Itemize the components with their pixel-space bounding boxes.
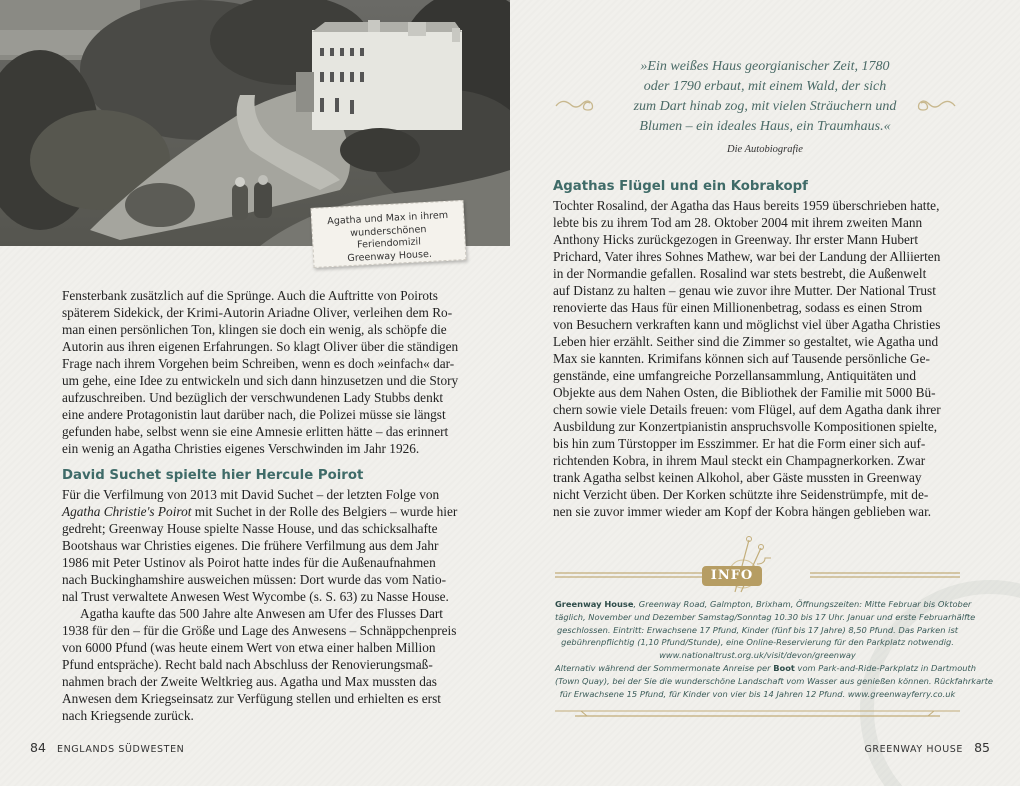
text-line: 1986 mit Peter Ustinov als Poirot hatte indes für die Außenaufnahmen [62,555,436,570]
text-line: nen sie zuvor immer wieder am Kopf der Kobra hängen geblieben war. [553,504,932,519]
text-line: von 6000 Pfund (was heute einem Wert von etwa einer halben Million [62,640,436,655]
paragraph [62,486,482,605]
text-line: in der Normandie gefallen. Rosalind war stets bestrebt, die Außenwelt [553,266,927,281]
running-head: GREENWAY HOUSE [864,744,963,755]
text-fragment: mit Suchet in der Rolle des Belgiers – wurde hier [191,504,458,519]
quote-source: Die Autobiografie [727,144,803,155]
text-line: eine andere Protagonistin laut darüber nach, die Polizei müsse sie längst [62,407,446,422]
text-line: chern sowie viele Details freuen: vom Flügel, auf dem Agatha dank ihrer [553,402,941,417]
text-line: renovierte das Haus für einen Millionenbetrag, sodass es einen Strom [553,300,923,315]
show-title: Agatha Christie's Poirot [62,504,192,519]
national-trust-link[interactable]: www.nationaltrust.org.uk/visit/devon/greenway [659,650,856,661]
text-line [62,503,482,520]
left-text-column [62,287,482,724]
section-heading: David Suchet spielte hier Hercule Poirot [62,468,364,483]
text-line: gedreht; Greenway House spielte Nasse House, und das schicksalhafte [62,521,438,536]
info-badge: INFO [702,566,762,586]
text-line: nicht Verzicht üben. Der Korken schützte ihre Seidenstrümpfe, mit de- [553,487,929,502]
text-line: nal Trust verwaltete Anwesen West Wycombe (s. S. 63) zu Nasse House. [62,589,449,604]
text-line: Pfund entspräche). Recht bald nach Abschluss der Renovierungsmaß- [62,657,433,672]
text-line: 1938 für den – für die Größe und Lage des Anwesens – Schnäppchenpreis [62,623,457,638]
text-line: von Besuchern verkraften kann und möglichst viel über Agatha Christies [553,317,941,332]
text-line: Prichard, Vater ihres Sohnes Mathew, war bei der Landung der Alliierten [553,249,941,264]
text-line: Frage nach ihrem Vorgehen beim Schreiben, wenn es doch »einfach« dar- [62,356,455,371]
quote-line: »Ein weißes Haus georgianischer Zeit, 1780 [640,59,890,74]
text-line: Anthony Hicks zurückgezogen in Greenway. Ihr erster Mann Hubert [553,232,919,247]
paragraph [62,605,482,724]
autobiography-quote [590,57,940,137]
page-number: 84 [30,740,46,755]
info-fragment: , Greenway Road, Galmpton, Brixham, Öffnungszeiten: Mitte Februar bis Oktober [633,599,972,609]
text-line: späterem Sidekick, der Krimi-Autorin Ariadne Oliver, verleihen dem Ro- [62,305,453,320]
text-line: Autorin aus ihren eigenen Erfahrungen. So klagt Oliver über die ständigen [62,339,459,354]
text-line: genstände, eine umfangreiche Porzellansammlung, Antiquitäten und [553,368,916,383]
info-line: (Town Quay), bei der Sie die wunderschöne Landschaft vom Wasser aus genießen können. Rückfahrkarte [555,675,993,686]
quote-line: Blumen – ein ideales Haus, ein Traumhaus.« [639,119,891,134]
section-heading: Agathas Flügel und ein Kobrakopf [553,179,808,194]
page-number: 85 [974,740,990,755]
info-line: gebührenpflichtig (1,10 Pfund/Stunde), eine Online-Reservierung für den Parkplatz notwendig. [561,637,954,648]
text-line: gefunden habe, selbst wenn sie eine Amnesie erlitten hätte – das erinnert [62,424,449,439]
right-page [510,0,1020,786]
info-line: geschlossen. Eintritt: Erwachsene 17 Pfund, Kinder (fünf bis 17 Jahre) 8,50 Pfund. Das Parken ist [556,624,959,635]
place-name: Greenway House [555,599,634,609]
text-line: Fensterbank zusätzlich auf die Sprünge. Auch die Auftritte von Poirots [62,288,438,303]
text-line: trank Agatha selbst keinen Alkohol, aber Gäste mussten in Greenway [553,470,922,485]
running-head: ENGLANDS SÜDWESTEN [57,744,185,755]
text-line: lebte bis zu ihrem Tod am 28. Oktober 2004 mit ihrem zweiten Mann [553,215,923,230]
text-line: Agatha kaufte das 500 Jahre alte Anwesen am Ufer des Flusses Dart [80,606,443,621]
text-line: richtenden Kobra, in ihrem Maul steckt ein Champagnerkorken. Zwar [553,453,926,468]
right-text-column [553,177,993,520]
info-fragment: vom Park-and-Ride-Parkplatz in Dartmouth [794,662,977,673]
info-line [555,662,977,675]
text-line: nach Kriegsende zurück. [62,708,194,723]
text-line: Anwesen dem Kriegseinsatz zur Verfügung stellen und erhielten es erst [62,691,441,706]
text-line: nach Buckinghamshire ausweichen müssen: Dort wurde das vom Natio- [62,572,447,587]
text-line: Ausbildung zur Konzertpianistin anspruchsvolle Kompositionen spielte, [553,419,938,434]
text-line: Objekte aus dem Nahen Osten, die Bibliothek der Familie mit 5000 Bü- [553,385,936,400]
caption-line: Agatha und Max in ihrem [326,209,449,228]
quote-line: oder 1790 erbaut, mit einem Wald, der sich [643,79,887,94]
paragraph [553,197,993,520]
right-footer [864,737,990,756]
text-line: nahmen brach der Zweite Weltkrieg aus. Agatha und Max mussten das [62,674,437,689]
text-line: aufzuschreiben. Und bezüglich der verschwundenen Lady Stubbs denkt [62,390,444,405]
info-line: täglich, November und Dezember Samstag/Sonntag 10.30 bis 17 Uhr. Januar und erste Februarhälfte [555,611,976,622]
quote-line: zum Dart hinab zog, mit vielen Sträuchern und [633,99,897,114]
text-line: auf Distanz zu halten – genau wie zuvor ihre Mutter. Der National Trust [553,283,936,298]
text-line: Tochter Rosalind, der Agatha das Haus bereits 1959 überschrieben hatte, [553,198,940,213]
paragraph [62,287,482,457]
info-line [555,598,972,611]
info-box-text [555,598,993,700]
text-line: bis hin zum Türstopper im Esszimmer. Er hat die Form einer sich auf- [553,436,926,451]
info-bottom-rule [555,708,960,720]
text-line: ein wenig an Agatha Christies eigenes Verschwinden im Jahr 1926. [62,441,420,456]
text-line: man einen persönlichen Ton, klingen sie doch ein wenig, als schöpfe die [62,322,447,337]
text-line: Bootshaus war Christies eigenes. Die frühere Verfilmung aus dem Jahr [62,538,439,553]
photo-caption [311,200,467,268]
caption-line: Greenway House. [347,248,433,264]
caption-line: wunderschönen Feriendomizil [349,223,427,251]
info-fragment: Alternativ während der Sommermonate Anreise per [555,662,774,673]
text-line: Für die Verfilmung von 2013 mit David Suchet – der letzten Folge von [62,487,440,502]
text-line: Max sie kannten. Krimifans können sich auf Tausende persönliche Ge- [553,351,930,366]
boat-label: Boot [773,662,795,673]
text-line: um gehe, eine Idee zu entwickeln und sich dann hinzusetzen und die Story [62,373,459,388]
left-footer [30,737,184,756]
info-line: für Erwachsene 15 Pfund, für Kinder von vier bis 14 Jahren 12 Pfund. www.greenwayferry.co.uk [559,688,956,699]
text-line: Leben hier erzählt. Seither sind die Zimmer so gestaltet, wie Agatha und [553,334,939,349]
